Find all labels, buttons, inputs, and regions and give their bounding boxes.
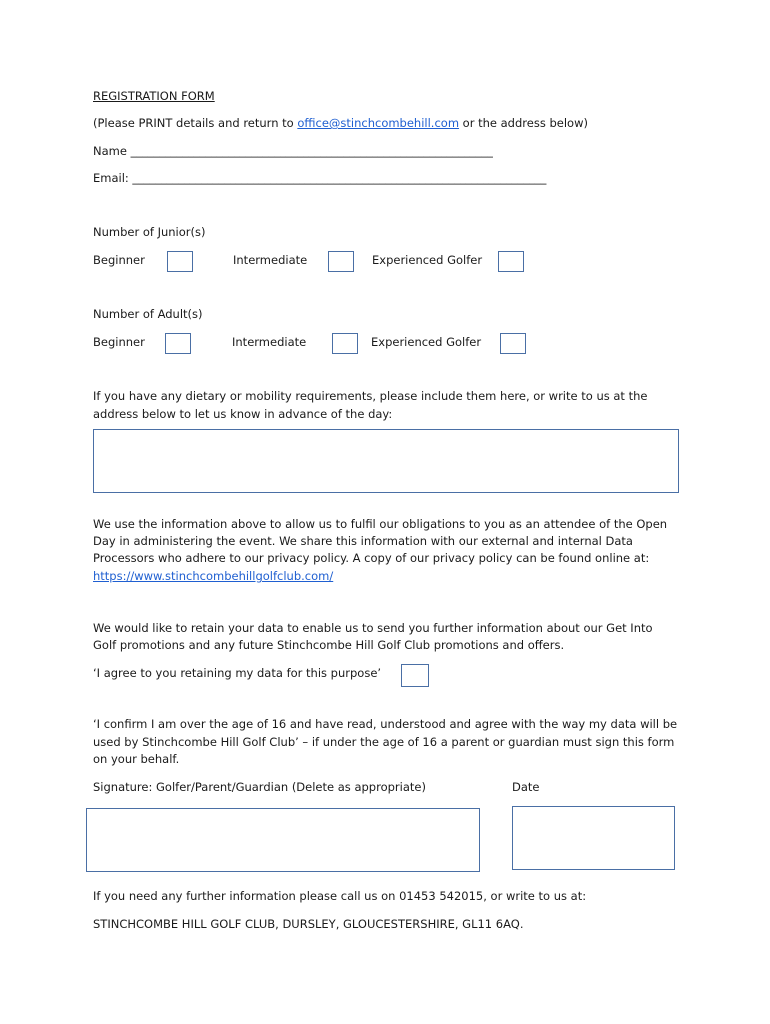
junior-intermediate-checkbox[interactable]	[328, 251, 354, 272]
club-address: STINCHCOMBE HILL GOLF CLUB, DURSLEY, GLOUCESTERSHIRE, GL11 6AQ.	[93, 917, 524, 931]
confirm-text-line1: ‘I confirm I am over the age of 16 and have read, understood and agree with the way my data will be	[93, 717, 678, 731]
junior-experienced-label: Experienced Golfer	[372, 253, 483, 267]
junior-experienced-checkbox[interactable]	[498, 251, 524, 272]
confirm-text-line3: on your behalf.	[93, 752, 180, 766]
date-box[interactable]	[512, 806, 675, 870]
requirements-text-line2: address below to let us know in advance of the day:	[93, 407, 393, 421]
signature-box[interactable]	[86, 808, 480, 872]
junior-beginner-checkbox[interactable]	[167, 251, 193, 272]
retain-text-line1: We would like to retain your data to enable us to send you further information about our Get Into	[93, 621, 653, 635]
requirements-text-line1: If you have any dietary or mobility requirements, please include them here, or write to us at the	[93, 389, 648, 403]
adult-experienced-label: Experienced Golfer	[371, 335, 482, 349]
email-field[interactable]: Email: ________________________________________________________________________	[93, 171, 547, 185]
name-field[interactable]: Name _______________________________________________________________	[93, 144, 493, 158]
agree-retain-checkbox[interactable]	[401, 664, 429, 687]
form-title: REGISTRATION FORM	[93, 89, 215, 103]
adult-beginner-label: Beginner	[93, 335, 145, 349]
privacy-policy-link[interactable]: https://www.stinchcombehillgolfclub.com/	[93, 569, 334, 583]
requirements-textarea[interactable]	[93, 429, 679, 493]
instructions-prefix: (Please PRINT details and return to	[93, 116, 298, 130]
adult-beginner-checkbox[interactable]	[165, 333, 191, 354]
email-link[interactable]: office@stinchcombehill.com	[297, 116, 460, 130]
adult-intermediate-label: Intermediate	[232, 335, 307, 349]
return-instructions	[93, 115, 588, 132]
retain-text-line2: Golf promotions and any future Stinchcombe Hill Golf Club promotions and offers.	[93, 638, 565, 652]
signature-label: Signature: Golfer/Parent/Guardian (Delete as appropriate)	[93, 780, 426, 794]
juniors-heading: Number of Junior(s)	[93, 225, 206, 239]
instructions-suffix: or the address below)	[459, 116, 588, 130]
privacy-text-line2: Day in administering the event. We share this information with our external and internal Data	[93, 534, 633, 548]
privacy-text-line3: Processors who adhere to our privacy policy. A copy of our privacy policy can be found online at:	[93, 551, 650, 565]
adult-intermediate-checkbox[interactable]	[332, 333, 358, 354]
adult-experienced-checkbox[interactable]	[500, 333, 526, 354]
junior-intermediate-label: Intermediate	[233, 253, 308, 267]
confirm-text-line2: used by Stinchcombe Hill Golf Club’ – if under the age of 16 a parent or guardian must sign this form	[93, 735, 675, 749]
junior-beginner-label: Beginner	[93, 253, 145, 267]
further-info-text: If you need any further information please call us on 01453 542015, or write to us at:	[93, 889, 587, 903]
privacy-text-line1: We use the information above to allow us to fulfil our obligations to you as an attendee of the Open	[93, 517, 668, 531]
adults-heading: Number of Adult(s)	[93, 307, 203, 321]
agree-retain-label: ‘I agree to you retaining my data for this purpose’	[93, 666, 382, 680]
date-label: Date	[512, 780, 540, 794]
